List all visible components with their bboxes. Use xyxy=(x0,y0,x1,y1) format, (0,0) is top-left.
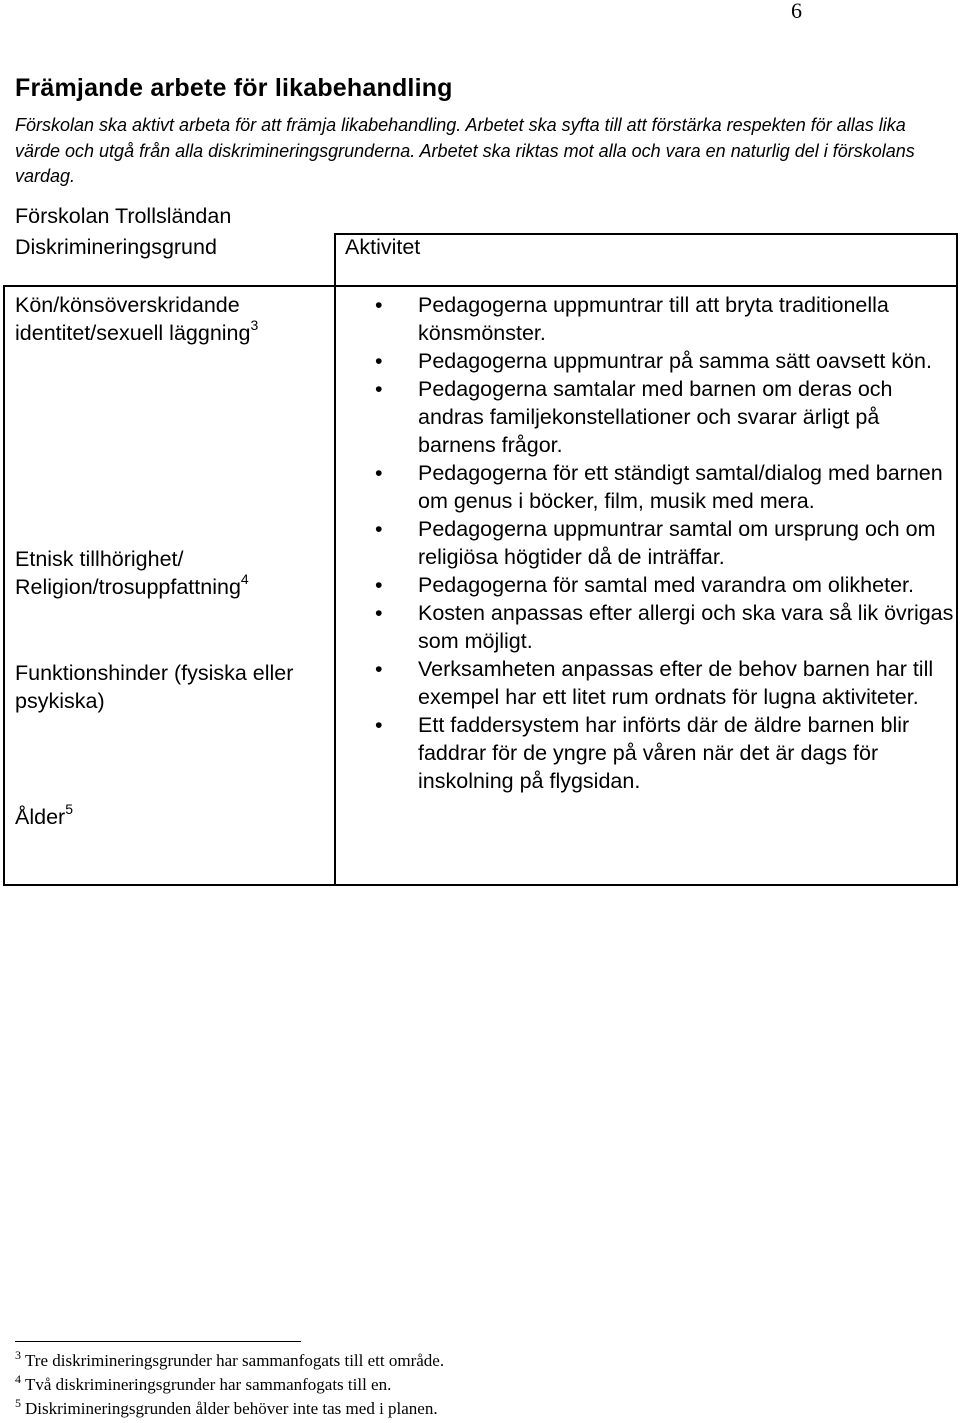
list-item: • Pedagogerna för samtal med varandra om olikheter. xyxy=(375,573,914,597)
table-header-divider xyxy=(3,285,958,287)
section-heading: Främjande arbete för likabehandling xyxy=(15,74,453,102)
table-border-top xyxy=(334,233,958,235)
list-item: • Kosten anpassas efter allergi och ska vara så lik övrigas som möjligt. xyxy=(375,601,954,653)
ground-age xyxy=(15,803,315,831)
bullet-icon: • xyxy=(375,461,383,485)
bullet-icon: • xyxy=(375,517,383,541)
footnotes xyxy=(15,1349,945,1421)
footnote-ref: 5 xyxy=(65,801,73,817)
activity-list xyxy=(375,291,955,795)
bullet-icon: • xyxy=(375,573,383,597)
footnote-ref: 4 xyxy=(240,571,249,587)
footnote xyxy=(15,1349,945,1373)
footnote-ref: 3 xyxy=(250,317,259,333)
table-border-left xyxy=(3,285,5,886)
table-column-divider xyxy=(334,233,336,886)
list-item: • Pedagogerna uppmuntrar samtal om ursprung och om religiösa högtider då de inträffar. xyxy=(375,517,936,569)
list-item: • Pedagogerna för ett ständigt samtal/dialog med barnen om genus i böcker, film, musik med mera. xyxy=(375,461,943,513)
list-item: • Ett faddersystem har införts där de äldre barnen blir faddrar för de yngre på våren när det är dags för inskolning på flygsidan. xyxy=(375,713,910,793)
list-item: • Pedagogerna samtalar med barnen om deras och andras familjekonstellationer och svarar ärligt på barnens frågor. xyxy=(375,377,893,457)
bullet-icon: • xyxy=(375,713,383,737)
footnote-number: 3 xyxy=(15,1348,21,1362)
bullet-icon: • xyxy=(375,657,383,681)
table-border-bottom xyxy=(3,884,958,886)
column-header-activity: Aktivitet xyxy=(345,235,421,259)
ground-label: Funktionshinder (fysiska eller psykiska) xyxy=(15,661,294,713)
footnote-number: 4 xyxy=(15,1372,21,1386)
footnote-text: Tre diskrimineringsgrunder har sammanfogats till ett område. xyxy=(25,1351,445,1370)
ground-label: Ålder xyxy=(15,805,66,829)
bullet-icon: • xyxy=(375,601,383,625)
list-item: • Pedagogerna uppmuntrar på samma sätt oavsett kön. xyxy=(375,349,932,373)
footnote-text: Två diskrimineringsgrunder har sammanfogats till en. xyxy=(25,1375,392,1394)
ground-ethnicity-religion xyxy=(15,545,315,601)
bullet-icon: • xyxy=(375,293,383,317)
footnote xyxy=(15,1373,945,1397)
bullet-icon: • xyxy=(375,377,383,401)
footnote-number: 5 xyxy=(15,1396,21,1410)
ground-label: Kön/könsöverskridande identitet/sexuell läggning xyxy=(15,293,251,345)
list-item: • Pedagogerna uppmuntrar till att bryta traditionella könsmönster. xyxy=(375,293,889,345)
column-header-ground: Diskrimineringsgrund xyxy=(15,235,217,259)
page-number: 6 xyxy=(791,0,802,23)
footnote xyxy=(15,1397,945,1421)
intro-paragraph: Förskolan ska aktivt arbeta för att främja likabehandling. Arbetet ska syfta till att förstärka respekten för allas lika värde och utgå från alla diskrimineringsgrunderna. Arbetet ska riktas mot alla och vara en naturlig del i förskolans vardag. xyxy=(15,115,915,186)
list-item: • Verksamheten anpassas efter de behov barnen har till exempel har ett litet rum ordnats för lugna aktiviteter. xyxy=(375,657,934,709)
footnote-text: Diskrimineringsgrunden ålder behöver inte tas med i planen. xyxy=(25,1399,438,1418)
school-name: Förskolan Trollsländan xyxy=(15,204,232,228)
ground-gender xyxy=(15,291,315,347)
table-border-right xyxy=(956,233,958,886)
footnote-separator xyxy=(15,1341,301,1342)
ground-disability xyxy=(15,659,315,715)
ground-label: Etnisk tillhörighet/ Religion/trosuppfattning xyxy=(15,547,241,599)
bullet-icon: • xyxy=(375,349,383,373)
